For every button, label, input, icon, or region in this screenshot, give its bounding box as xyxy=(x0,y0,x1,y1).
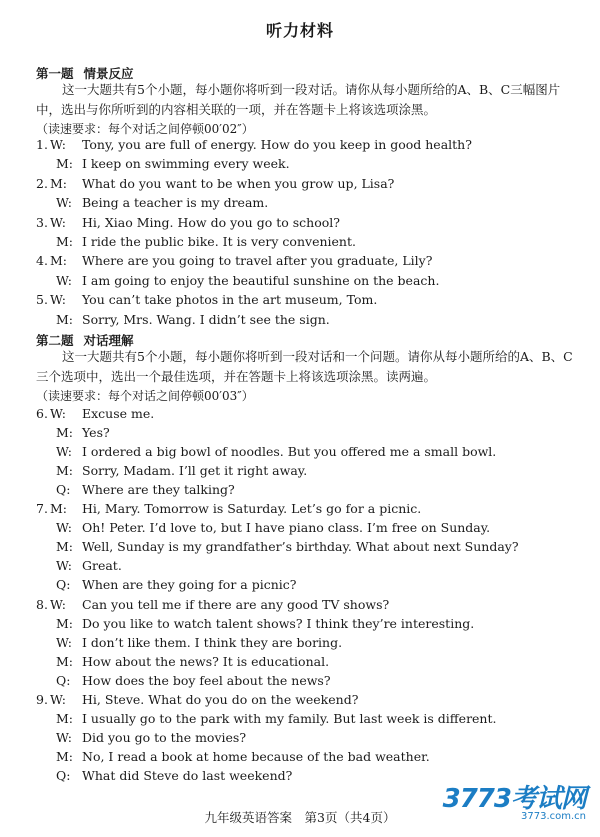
watermark-logo xyxy=(443,778,586,815)
page-title: 听力材料 xyxy=(265,21,334,40)
speaker-label: Q: xyxy=(56,672,71,688)
dialogue-line: Yes? xyxy=(82,425,110,441)
speaker-label: M: xyxy=(56,425,74,441)
section2-instruction: 这一大题共有5个小题，每小题你将听到一段对话和一个问题。请你从每小题所给的A、B、C三个选项中，选出一个最佳选项，并在答题卡上将该选项涂黑。读两遍。 xyxy=(36,349,573,384)
dialogue-line: What did Steve do last weekend? xyxy=(82,767,293,783)
speaker-label: M: xyxy=(56,234,74,249)
section1-reading-requirement: （读速要求：每个对话之间停顿00′02″） xyxy=(36,122,254,136)
dialogue-line: I keep on swimming every week. xyxy=(82,156,290,172)
speaker-label: W: xyxy=(56,520,72,536)
speaker-label: Q: xyxy=(56,482,71,498)
speaker-label: W: xyxy=(56,272,72,288)
dialogue-line: How does the boy feel about the news? xyxy=(82,672,331,688)
section2-number: 第二题 xyxy=(36,333,74,348)
item-number: 1. xyxy=(36,137,48,152)
dialogue-line: Do you like to watch talent shows? I think they’re interesting. xyxy=(82,615,475,631)
dialogue-line: Well, Sunday is my grandfather’s birthday. What about next Sunday? xyxy=(82,539,519,555)
dialogue-line: Sorry, Madam. I’ll get it right away. xyxy=(82,463,308,479)
speaker-label: M: xyxy=(56,311,74,327)
speaker-label: W: xyxy=(50,596,66,612)
section1-name: 情景反应 xyxy=(83,66,134,81)
speaker-label: M: xyxy=(56,710,74,726)
speaker-label: W: xyxy=(50,214,66,230)
dialogue-line: Oh! Peter. I’d love to, but I have piano class. I’m free on Sunday. xyxy=(82,520,491,536)
item-number: 3. xyxy=(36,214,48,230)
dialogue-line: I don’t like them. I think they are boring. xyxy=(82,634,343,650)
dialogue-line: Hi, Mary. Tomorrow is Saturday. Let’s go for a picnic. xyxy=(82,501,422,517)
dialogue-line: You can’t take photos in the art museum, Tom. xyxy=(82,292,378,308)
section1-instruction: 这一大题共有5个小题，每小题你将听到一段对话。请你从每小题所给的A、B、C三幅图片中，选出与你所听到的内容相关联的一项，并在答题卡上将该选项涂黑。 xyxy=(36,82,561,117)
dialogue-line: I ride the public bike. It is very convenient. xyxy=(82,234,356,249)
dialogue-line: Can you tell me if there are any good TV shows? xyxy=(82,596,390,612)
speaker-label: W: xyxy=(56,558,72,574)
speaker-label: M: xyxy=(56,653,74,669)
speaker-label: M: xyxy=(56,463,74,479)
watermark-logo-number: 3773 xyxy=(442,784,511,814)
watermark-url: 3773.com.cn xyxy=(521,811,586,822)
dialogue-line: Hi, Steve. What do you do on the weekend? xyxy=(82,691,359,707)
dialogue-line: Sorry, Mrs. Wang. I didn’t see the sign. xyxy=(82,311,330,327)
speaker-label: W: xyxy=(56,195,72,211)
site-watermark xyxy=(443,778,586,822)
speaker-label: M: xyxy=(56,615,74,631)
dialogue-line: I am going to enjoy the beautiful sunshine on the beach. xyxy=(82,272,440,288)
speaker-label: W: xyxy=(50,691,66,707)
speaker-label: W: xyxy=(50,137,66,152)
speaker-label: M: xyxy=(50,175,68,191)
speaker-label: Q: xyxy=(56,577,71,593)
speaker-label: W: xyxy=(56,729,72,745)
dialogue-line: Excuse me. xyxy=(82,406,155,421)
section2-reading-requirement: （读速要求：每个对话之间停顿00′03″） xyxy=(36,389,254,403)
speaker-label: W: xyxy=(56,634,72,650)
speaker-label: M: xyxy=(56,539,74,555)
speaker-label: W: xyxy=(50,406,66,421)
item-number: 5. xyxy=(36,292,48,308)
speaker-label: M: xyxy=(50,501,68,517)
dialogue-line: No, I read a book at home because of the bad weather. xyxy=(82,748,430,764)
dialogue-line: Being a teacher is my dream. xyxy=(82,195,269,211)
page-footer: 九年级英语答案 第3页（共4页） xyxy=(204,810,396,825)
speaker-label: M: xyxy=(56,156,74,172)
section1-number: 第一题 xyxy=(36,66,74,81)
item-number: 6. xyxy=(36,406,48,421)
speaker-label: W: xyxy=(50,292,66,308)
section2-name: 对话理解 xyxy=(83,333,134,348)
speaker-label: Q: xyxy=(56,767,71,783)
dialogue-line: How about the news? It is educational. xyxy=(82,653,330,669)
dialogue-line: Tony, you are full of energy. How do you keep in good health? xyxy=(82,137,472,152)
watermark-logo-text: 考试网 xyxy=(510,784,586,814)
dialogue-line: I usually go to the park with my family. But last week is different. xyxy=(82,710,497,726)
dialogue-line: Great. xyxy=(82,558,122,574)
item-number: 8. xyxy=(36,596,48,612)
dialogue-line: What do you want to be when you grow up, Lisa? xyxy=(82,175,395,191)
item-number: 2. xyxy=(36,175,48,191)
dialogue-line: I ordered a big bowl of noodles. But you offered me a small bowl. xyxy=(82,444,497,460)
dialogue-line: Hi, Xiao Ming. How do you go to school? xyxy=(82,214,340,230)
speaker-label: M: xyxy=(50,253,68,269)
dialogue-line: Did you go to the movies? xyxy=(82,729,247,745)
item-number: 7. xyxy=(36,501,48,517)
item-number: 4. xyxy=(36,253,48,269)
dialogue-line: When are they going for a picnic? xyxy=(82,577,297,593)
speaker-label: M: xyxy=(56,748,74,764)
speaker-label: W: xyxy=(56,444,72,460)
dialogue-line: Where are they talking? xyxy=(82,482,235,498)
item-number: 9. xyxy=(36,691,48,707)
dialogue-line: Where are you going to travel after you graduate, Lily? xyxy=(82,253,433,269)
